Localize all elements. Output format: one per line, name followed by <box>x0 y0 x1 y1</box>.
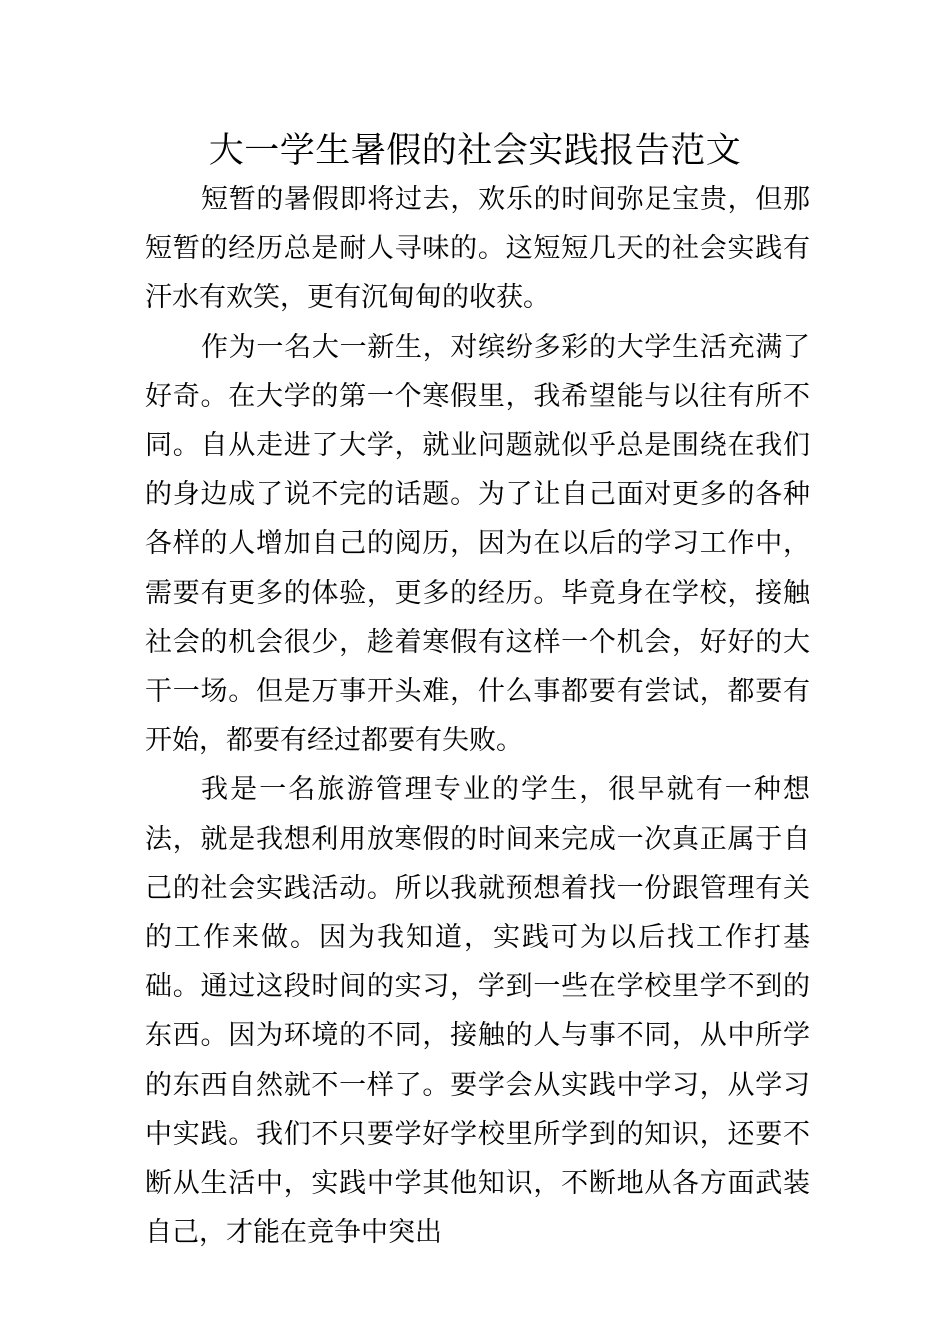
paragraph-2: 作为一名大一新生，对缤纷多彩的大学生活充满了好奇。在大学的第一个寒假里，我希望能与以往有所不同。自从走进了大学，就业问题就似乎总是围绕在我们的身边成了说不完的话题。为了让自己面对更多的各种各样的人增加自己的阅历，因为在以后的学习工作中，需要有更多的体验，更多的经历。毕竟身在学校，接触社会的机会很少，趁着寒假有这样一个机会，好好的大干一场。但是万事开头难，什么事都要有尝试，都要有开始，都要有经过都要有失败。 <box>145 331 810 757</box>
document-body <box>145 175 810 1257</box>
document-title: 大一学生暑假的社会实践报告范文 <box>208 131 742 171</box>
paragraph-1: 短暂的暑假即将过去，欢乐的时间弥足宝贵，但那短暂的经历总是耐人寻味的。这短短几天的社会实践有汗水有欢笑，更有沉甸甸的收获。 <box>145 184 810 314</box>
paragraph-3: 我是一名旅游管理专业的学生，很早就有一种想法，就是我想利用放寒假的时间来完成一次真正属于自己的社会实践活动。所以我就预想着找一份跟管理有关的工作来做。因为我知道，实践可为以后找工作打基础。通过这段时间的实习，学到一些在学校里学不到的东西。因为环境的不同，接触的人与事不同，从中所学的东西自然就不一样了。要学会从实践中学习，从学习中实践。我们不只要学好学校里所学到的知识，还要不断从生活中，实践中学其他知识，不断地从各方面武装自己，才能在竞争中突出 <box>145 774 810 1249</box>
